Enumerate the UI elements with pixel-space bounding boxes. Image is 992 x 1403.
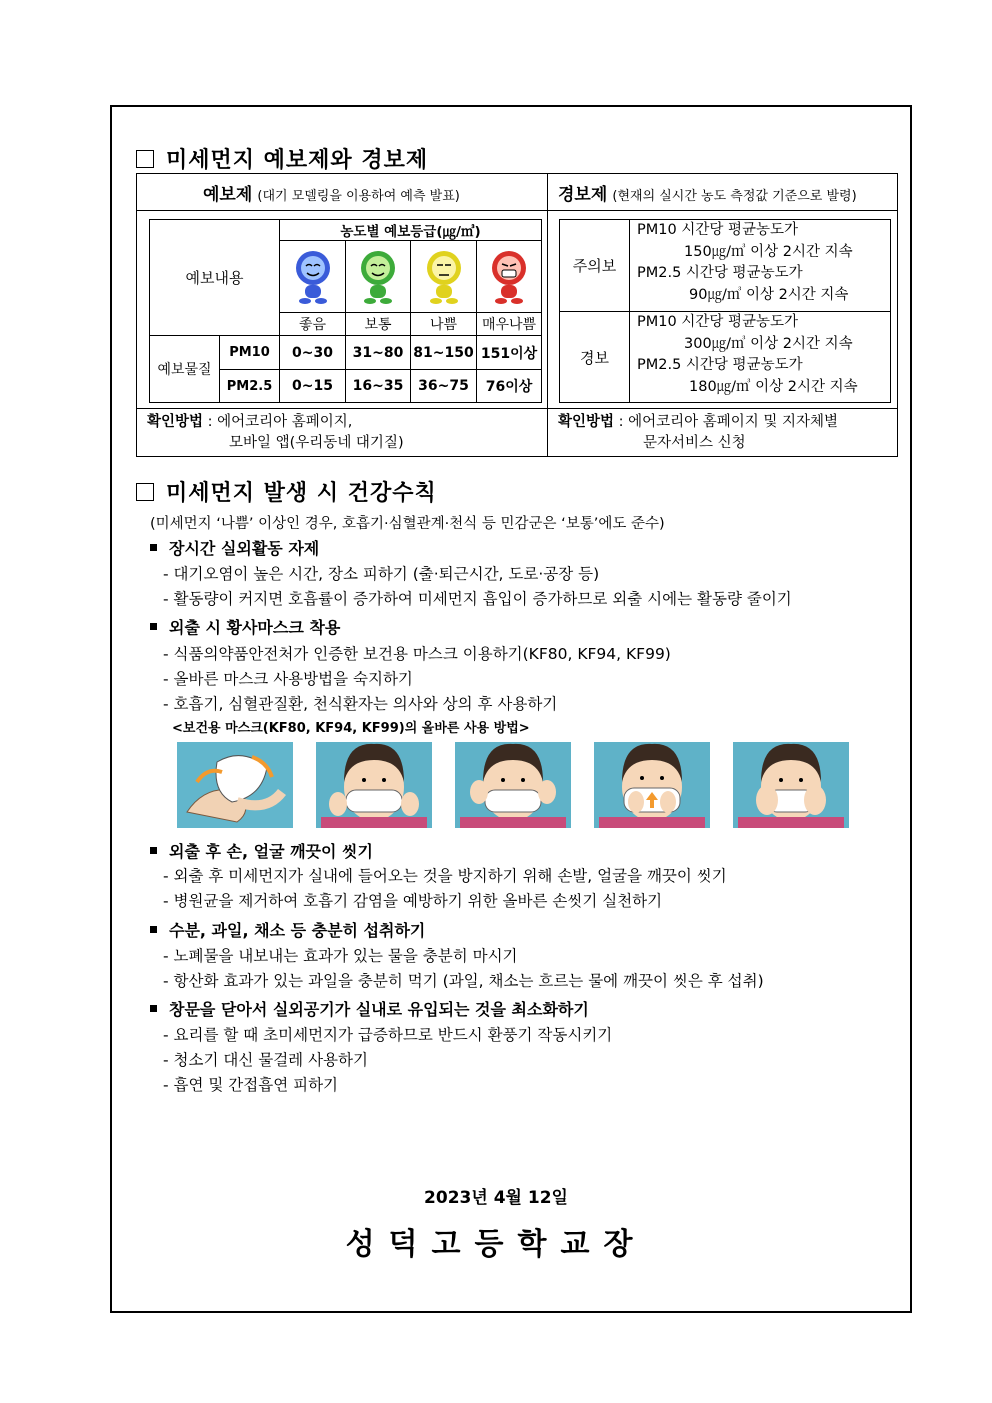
forecast-confirm: 확인방법 : 에어코리아 홈페이지, 모바일 앱(우리동네 대기질) — [147, 412, 404, 454]
pm10-bad-text: 81~150 — [413, 344, 474, 361]
guideline-ventilation — [150, 997, 589, 1020]
alert-header-subtitle: (현재의 실시간 농도 측정값 기준으로 발령) — [612, 189, 857, 204]
substance-label-text: 예보물질 — [157, 362, 212, 378]
forecast-header-subtitle: (대기 모델링을 이용하여 예측 발표) — [257, 189, 460, 204]
header-divider — [137, 210, 897, 211]
pm10-very-bad — [476, 335, 542, 370]
guideline-item: - 병원균을 제거하여 호흡기 감염을 예방하기 위한 올바른 손씻기 실천하기 — [163, 892, 663, 910]
warning-criteria-text — [637, 312, 858, 398]
bullet-square-icon — [150, 926, 157, 933]
guideline-title: 장시간 실외활동 자제 — [169, 539, 320, 558]
guideline-title: 창문을 닫아서 실외공기가 실내로 유입되는 것을 최소화하기 — [169, 1000, 589, 1019]
good-face-icon — [279, 240, 346, 313]
alert-confirm: 확인방법 : 에어코리아 홈페이지 및 지자체별 문자서비스 신청 — [558, 412, 838, 454]
alert-header — [558, 180, 857, 205]
grade-good-text: 좋음 — [298, 317, 327, 333]
section-title-text: 미세먼지 예보제와 경보제 — [166, 148, 429, 173]
warning-line-4: 180㎍/㎥ 이상 2시간 지속 — [689, 378, 858, 395]
guideline-outdoor-activity — [150, 536, 319, 559]
alert-header-title: 경보제 — [558, 185, 608, 205]
bullet-square-icon — [150, 544, 157, 551]
guideline-nutrition — [150, 918, 425, 941]
pm25-bad-text: 36~75 — [418, 378, 469, 394]
pm10-good — [279, 335, 346, 370]
forecast-header — [203, 180, 460, 205]
pm10-label — [219, 335, 280, 370]
guideline-item: - 활동량이 커지면 호흡률이 증가하여 미세먼지 흡입이 증가하므로 외출 시에는 활동량 줄이기 — [163, 590, 792, 608]
guideline-item: - 흡연 및 간접흡연 피하기 — [163, 1076, 339, 1094]
grade-normal — [345, 312, 411, 336]
guideline-item: - 항산화 효과가 있는 과일을 충분히 먹기 (과일, 채소는 흐르는 물에 깨끗이 씻은 후 섭취) — [163, 972, 764, 990]
forecast-confirm-text-1: 에어코리아 홈페이지, — [217, 414, 353, 430]
alert-confirm-text-1: 에어코리아 홈페이지 및 지자체별 — [628, 414, 839, 430]
grade-header-text: 농도별 예보등급(㎍/㎥) — [340, 224, 481, 240]
guideline-title: 외출 후 손, 얼굴 깨끗이 씻기 — [169, 842, 373, 861]
guideline-mask — [150, 615, 340, 638]
pm25-normal-text: 16~35 — [352, 378, 404, 394]
grade-good — [279, 312, 346, 336]
bullet-square-icon — [150, 847, 157, 854]
grade-bad — [410, 312, 477, 336]
mask-step-3-image — [455, 742, 571, 828]
guideline-wash — [150, 839, 373, 862]
mask-caption: <보건용 마스크(KF80, KF94, KF99)의 올바른 사용 방법> — [172, 721, 530, 736]
bullet-square-icon — [150, 623, 157, 630]
normal-face-icon — [345, 240, 411, 313]
guideline-title: 수분, 과일, 채소 등 충분히 섭취하기 — [169, 921, 426, 940]
confirm-divider — [137, 408, 897, 409]
pm25-good-text: 0~15 — [292, 378, 333, 394]
health-section-title — [136, 476, 437, 507]
pm10-very-bad-text: 151이상 — [480, 345, 538, 362]
mask-step-2-image — [316, 742, 432, 828]
document-date: 2023년 4월 12일 — [424, 1188, 568, 1208]
watch-criteria-text — [637, 220, 853, 306]
guideline-title: 외출 시 황사마스크 착용 — [169, 618, 341, 637]
guideline-item: - 대기오염이 높은 시간, 장소 피하기 (출·퇴근시간, 도로·공장 등) — [163, 565, 600, 583]
grade-very-bad-text: 매우나쁨 — [481, 317, 537, 333]
grade-bad-text: 나쁨 — [429, 317, 458, 333]
watch-line-3: PM2.5 시간당 평균농도가 — [637, 265, 803, 281]
bad-face-icon — [410, 240, 477, 313]
alert-confirm-label: 확인방법 — [558, 414, 615, 430]
pm25-normal — [345, 369, 411, 403]
guideline-item: - 호흡기, 심혈관질환, 천식환자는 의사와 상의 후 사용하기 — [163, 695, 558, 713]
pm10-good-text: 0~30 — [292, 344, 333, 361]
warning-line-1: PM10 시간당 평균농도가 — [637, 314, 798, 330]
watch-label — [559, 219, 630, 312]
pm25-very-bad-text: 76이상 — [485, 379, 533, 395]
mask-step-5-image — [733, 742, 849, 828]
watch-line-2: 150㎍/㎥ 이상 2시간 지속 — [684, 243, 853, 260]
pm10-bad — [410, 335, 477, 370]
pm10-label-text: PM10 — [229, 345, 270, 360]
forecast-confirm-label: 확인방법 — [147, 414, 204, 430]
column-divider — [547, 174, 548, 456]
pm25-label — [219, 369, 280, 403]
guideline-item: - 요리를 할 때 초미세먼지가 급증하므로 반드시 환풍기 작동시키기 — [163, 1026, 613, 1044]
warning-label — [559, 311, 630, 403]
warning-line-2: 300㎍/㎥ 이상 2시간 지속 — [684, 335, 853, 352]
guideline-item: - 올바른 마스크 사용방법을 숙지하기 — [163, 670, 413, 688]
forecast-confirm-text-2: 모바일 앱(우리동네 대기질) — [229, 435, 404, 451]
guideline-item: - 식품의약품안전처가 인증한 보건용 마스크 이용하기(KF80, KF94, KF99) — [163, 645, 671, 663]
checkbox-icon — [136, 483, 154, 501]
mask-step-4-image — [594, 742, 710, 828]
watch-line-4: 90㎍/㎥ 이상 2시간 지속 — [689, 286, 849, 303]
health-note: (미세먼지 ‘나쁨’ 이상인 경우, 호흡기·심혈관계·천식 등 민감군은 ‘보통’에도 준수) — [150, 516, 665, 532]
forecast-header-title: 예보제 — [203, 185, 253, 205]
guideline-item: - 청소기 대신 물걸레 사용하기 — [163, 1051, 368, 1069]
forecast-content-label — [149, 219, 280, 336]
alert-confirm-text-2: 문자서비스 신청 — [643, 435, 746, 451]
warning-line-3: PM2.5 시간당 평균농도가 — [637, 357, 803, 373]
watch-line-1: PM10 시간당 평균농도가 — [637, 222, 798, 238]
guideline-item: - 외출 후 미세먼지가 실내에 들어오는 것을 방지하기 위해 손발, 얼굴을 깨끗이 씻기 — [163, 867, 727, 885]
grade-very-bad — [476, 312, 542, 336]
warning-label-text: 경보 — [580, 348, 609, 367]
forecast-section-title — [136, 143, 428, 174]
grade-header — [279, 219, 542, 241]
substance-label — [149, 335, 220, 403]
pm10-normal-text: 31~80 — [352, 344, 404, 361]
forecast-alert-table — [136, 173, 898, 457]
grade-normal-text: 보통 — [364, 317, 392, 333]
pm25-good — [279, 369, 346, 403]
school-principal: 성덕고등학교장 — [345, 1227, 647, 1262]
pm25-very-bad — [476, 369, 542, 403]
mask-step-1-image — [177, 742, 293, 828]
checkbox-icon — [136, 150, 154, 168]
pm25-bad — [410, 369, 477, 403]
watch-label-text: 주의보 — [572, 257, 617, 275]
pm25-label-text: PM2.5 — [226, 378, 273, 394]
very-bad-face-icon — [476, 240, 542, 313]
guideline-item: - 노폐물을 내보내는 효과가 있는 물을 충분히 마시기 — [163, 947, 518, 965]
section-title-text: 미세먼지 발생 시 건강수칙 — [166, 481, 437, 506]
bullet-square-icon — [150, 1005, 157, 1012]
pm10-normal — [345, 335, 411, 370]
forecast-content-label-text: 예보내용 — [185, 269, 244, 287]
